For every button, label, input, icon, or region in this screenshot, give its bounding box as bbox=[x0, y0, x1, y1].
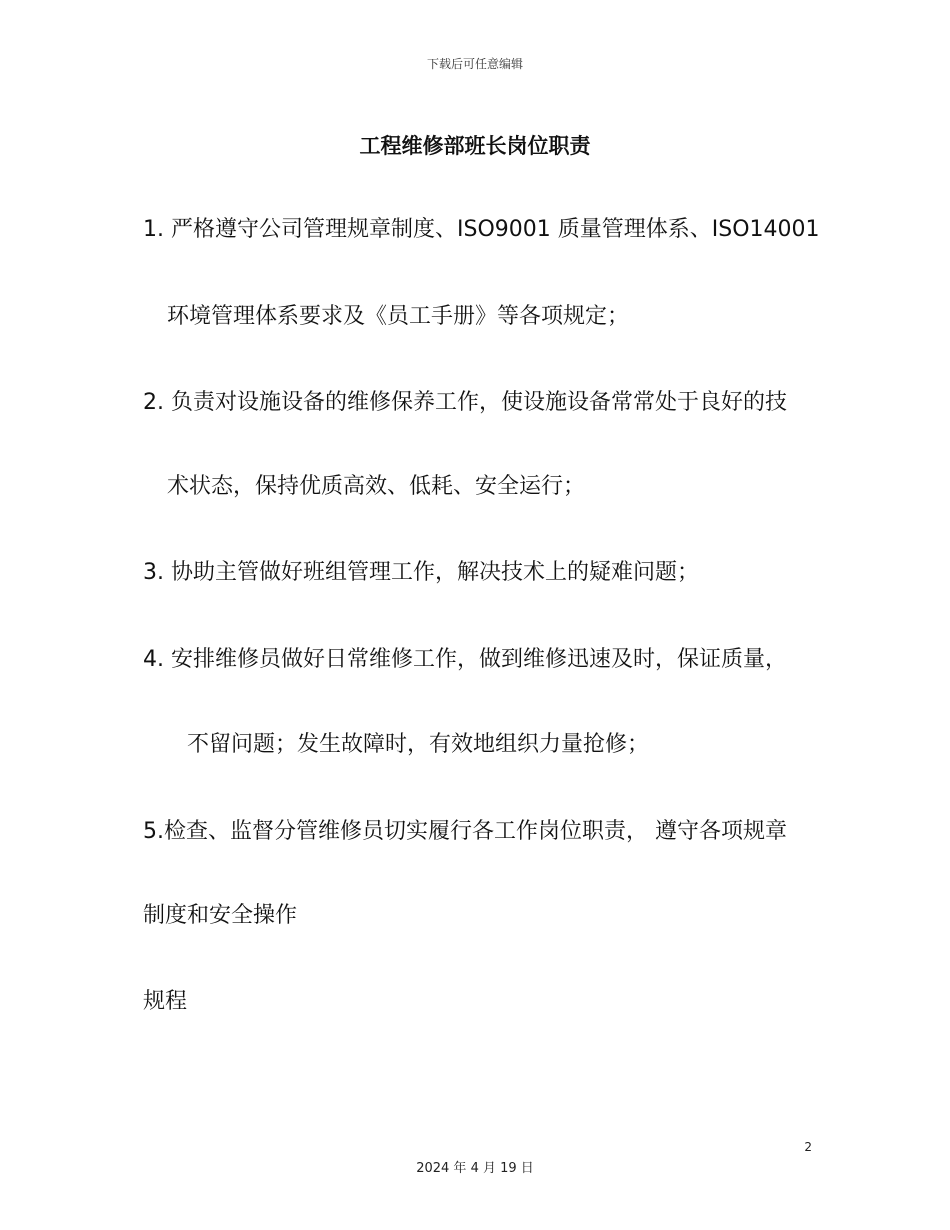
page-number: 2 bbox=[804, 1140, 812, 1154]
duty-item-2-line-2: 术状态，保持优质高效、低耗、安全运行； bbox=[167, 474, 586, 499]
duty-item-4-line-2: 不留问题；发生故障时，有效地组织力量抢修； bbox=[187, 732, 650, 757]
duty-item-1-line-1: 1. 严格遵守公司管理规章制度、ISO9001 质量管理体系、ISO14001 bbox=[143, 217, 820, 242]
duty-item-2-line-1: 2. 负责对设施设备的维修保养工作，使设施设备常常处于良好的技 bbox=[143, 390, 787, 415]
duty-item-3-line-1: 3. 协助主管做好班组管理工作，解决技术上的疑难问题； bbox=[143, 560, 699, 585]
document-title: 工程维修部班长岗位职责 bbox=[359, 134, 591, 158]
footer-date: 2024 年 4 月 19 日 bbox=[416, 1161, 534, 1176]
duty-item-4-line-1: 4. 安排维修员做好日常维修工作，做到维修迅速及时，保证质量， bbox=[143, 647, 787, 672]
duty-item-1-line-2: 环境管理体系要求及《员工手册》等各项规定； bbox=[167, 304, 630, 329]
duty-item-5-line-3: 规程 bbox=[143, 989, 188, 1014]
duty-item-5-line-2: 制度和安全操作 bbox=[143, 903, 298, 928]
duty-item-5-line-1: 5.检查、监督分管维修员切实履行各工作岗位职责， 遵守各项规章 bbox=[143, 819, 787, 844]
header-note: 下载后可任意编辑 bbox=[426, 57, 523, 71]
